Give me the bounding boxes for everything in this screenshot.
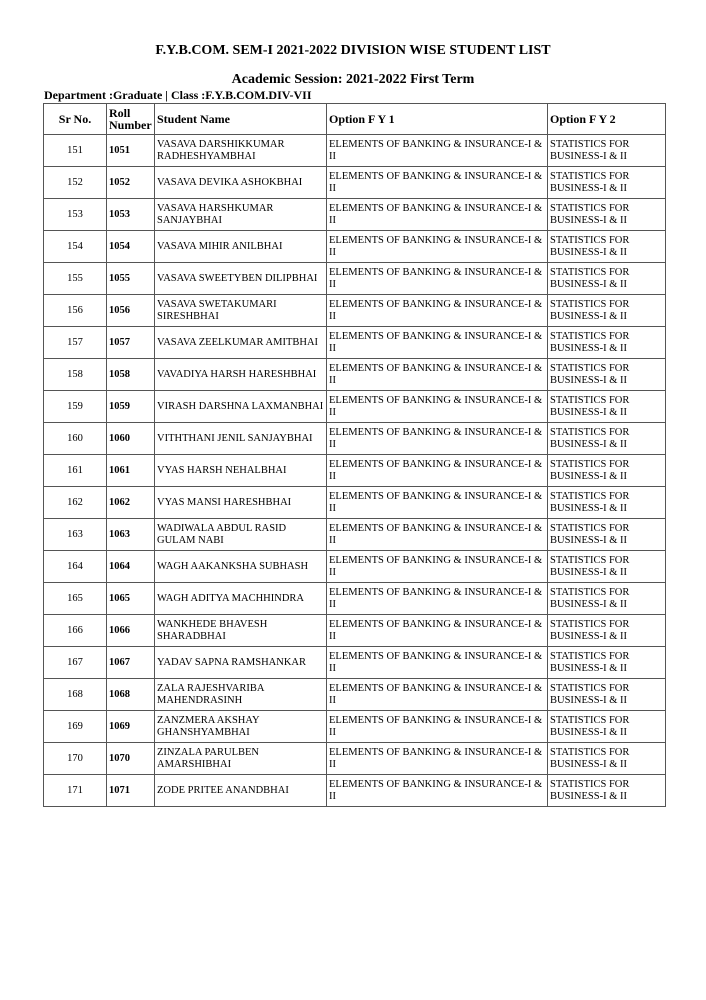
student-name-cell: WANKHEDE BHAVESH SHARADBHAI xyxy=(155,615,327,647)
student-name-cell: VAVADIYA HARSH HARESHBHAI xyxy=(155,359,327,391)
table-row xyxy=(44,295,666,327)
sr-no-cell: 165 xyxy=(44,583,107,615)
option-fy2-cell: STATISTICS FOR BUSINESS-I & II xyxy=(548,359,666,391)
student-name-cell: ZALA RAJESHVARIBA MAHENDRASINH xyxy=(155,679,327,711)
option-fy2-cell: STATISTICS FOR BUSINESS-I & II xyxy=(548,775,666,807)
option-fy2-cell: STATISTICS FOR BUSINESS-I & II xyxy=(548,295,666,327)
student-name-cell: VASAVA SWETAKUMARI SIRESHBHAI xyxy=(155,295,327,327)
option-fy1-cell: ELEMENTS OF BANKING & INSURANCE-I & II xyxy=(327,391,548,423)
sr-no-cell: 155 xyxy=(44,263,107,295)
student-name-cell: VASAVA MIHIR ANILBHAI xyxy=(155,231,327,263)
option-fy2-cell: STATISTICS FOR BUSINESS-I & II xyxy=(548,423,666,455)
roll-number-cell: 1068 xyxy=(107,679,155,711)
option-fy1-cell: ELEMENTS OF BANKING & INSURANCE-I & II xyxy=(327,423,548,455)
option-fy1-cell: ELEMENTS OF BANKING & INSURANCE-I & II xyxy=(327,711,548,743)
roll-number-cell: 1051 xyxy=(107,135,155,167)
column-header-sr-no: Sr No. xyxy=(44,104,107,135)
table-row xyxy=(44,583,666,615)
option-fy2-cell: STATISTICS FOR BUSINESS-I & II xyxy=(548,711,666,743)
roll-number-cell: 1069 xyxy=(107,711,155,743)
student-name-cell: ZINZALA PARULBEN AMARSHIBHAI xyxy=(155,743,327,775)
roll-number-cell: 1058 xyxy=(107,359,155,391)
table-row xyxy=(44,423,666,455)
option-fy1-cell: ELEMENTS OF BANKING & INSURANCE-I & II xyxy=(327,551,548,583)
option-fy1-cell: ELEMENTS OF BANKING & INSURANCE-I & II xyxy=(327,167,548,199)
roll-number-cell: 1067 xyxy=(107,647,155,679)
roll-number-cell: 1055 xyxy=(107,263,155,295)
table-header-row xyxy=(44,104,666,135)
roll-number-cell: 1053 xyxy=(107,199,155,231)
student-name-cell: VASAVA DEVIKA ASHOKBHAI xyxy=(155,167,327,199)
option-fy1-cell: ELEMENTS OF BANKING & INSURANCE-I & II xyxy=(327,519,548,551)
roll-number-cell: 1062 xyxy=(107,487,155,519)
student-name-cell: ZANZMERA AKSHAY GHANSHYAMBHAI xyxy=(155,711,327,743)
student-name-cell: VASAVA ZEELKUMAR AMITBHAI xyxy=(155,327,327,359)
roll-number-cell: 1059 xyxy=(107,391,155,423)
table-row xyxy=(44,327,666,359)
table-row xyxy=(44,487,666,519)
student-name-cell: WADIWALA ABDUL RASID GULAM NABI xyxy=(155,519,327,551)
table-row xyxy=(44,647,666,679)
column-header-option-fy1: Option F Y 1 xyxy=(327,104,548,135)
table-body xyxy=(44,135,666,807)
table-row xyxy=(44,231,666,263)
roll-number-cell: 1056 xyxy=(107,295,155,327)
sr-no-cell: 169 xyxy=(44,711,107,743)
roll-number-cell: 1054 xyxy=(107,231,155,263)
student-name-cell: VYAS MANSI HARESHBHAI xyxy=(155,487,327,519)
table-row xyxy=(44,679,666,711)
sr-no-cell: 153 xyxy=(44,199,107,231)
table-row xyxy=(44,359,666,391)
table-row xyxy=(44,775,666,807)
option-fy2-cell: STATISTICS FOR BUSINESS-I & II xyxy=(548,583,666,615)
roll-number-cell: 1061 xyxy=(107,455,155,487)
option-fy2-cell: STATISTICS FOR BUSINESS-I & II xyxy=(548,391,666,423)
option-fy2-cell: STATISTICS FOR BUSINESS-I & II xyxy=(548,487,666,519)
option-fy1-cell: ELEMENTS OF BANKING & INSURANCE-I & II xyxy=(327,775,548,807)
roll-number-cell: 1064 xyxy=(107,551,155,583)
session-heading: Academic Session: 2021-2022 First Term xyxy=(231,72,475,87)
sr-no-cell: 171 xyxy=(44,775,107,807)
sr-no-cell: 170 xyxy=(44,743,107,775)
roll-number-cell: 1066 xyxy=(107,615,155,647)
option-fy2-cell: STATISTICS FOR BUSINESS-I & II xyxy=(548,551,666,583)
option-fy2-cell: STATISTICS FOR BUSINESS-I & II xyxy=(548,519,666,551)
student-name-cell: ZODE PRITEE ANANDBHAI xyxy=(155,775,327,807)
student-name-cell: VIRASH DARSHNA LAXMANBHAI xyxy=(155,391,327,423)
option-fy1-cell: ELEMENTS OF BANKING & INSURANCE-I & II xyxy=(327,455,548,487)
table-row xyxy=(44,551,666,583)
table-row xyxy=(44,519,666,551)
sr-no-cell: 152 xyxy=(44,167,107,199)
roll-number-cell: 1060 xyxy=(107,423,155,455)
sr-no-cell: 164 xyxy=(44,551,107,583)
table-row xyxy=(44,263,666,295)
option-fy1-cell: ELEMENTS OF BANKING & INSURANCE-I & II xyxy=(327,583,548,615)
student-name-cell: VASAVA HARSHKUMAR SANJAYBHAI xyxy=(155,199,327,231)
sr-no-cell: 163 xyxy=(44,519,107,551)
column-header-option-fy2: Option F Y 2 xyxy=(548,104,666,135)
column-header-student-name: Student Name xyxy=(155,104,327,135)
column-header-roll-number: Roll Number xyxy=(107,104,155,135)
sr-no-cell: 160 xyxy=(44,423,107,455)
option-fy1-cell: ELEMENTS OF BANKING & INSURANCE-I & II xyxy=(327,615,548,647)
roll-number-cell: 1052 xyxy=(107,167,155,199)
student-list-table xyxy=(43,103,666,807)
table-row xyxy=(44,199,666,231)
option-fy1-cell: ELEMENTS OF BANKING & INSURANCE-I & II xyxy=(327,199,548,231)
option-fy2-cell: STATISTICS FOR BUSINESS-I & II xyxy=(548,167,666,199)
option-fy2-cell: STATISTICS FOR BUSINESS-I & II xyxy=(548,231,666,263)
option-fy2-cell: STATISTICS FOR BUSINESS-I & II xyxy=(548,455,666,487)
sr-no-cell: 151 xyxy=(44,135,107,167)
sr-no-cell: 158 xyxy=(44,359,107,391)
roll-number-cell: 1063 xyxy=(107,519,155,551)
roll-number-cell: 1057 xyxy=(107,327,155,359)
table-row xyxy=(44,391,666,423)
student-name-cell: WAGH ADITYA MACHHINDRA xyxy=(155,583,327,615)
option-fy2-cell: STATISTICS FOR BUSINESS-I & II xyxy=(548,647,666,679)
option-fy2-cell: STATISTICS FOR BUSINESS-I & II xyxy=(548,615,666,647)
sr-no-cell: 157 xyxy=(44,327,107,359)
sr-no-cell: 161 xyxy=(44,455,107,487)
table-row xyxy=(44,711,666,743)
option-fy2-cell: STATISTICS FOR BUSINESS-I & II xyxy=(548,679,666,711)
student-name-cell: WAGH AAKANKSHA SUBHASH xyxy=(155,551,327,583)
table-row xyxy=(44,743,666,775)
option-fy1-cell: ELEMENTS OF BANKING & INSURANCE-I & II xyxy=(327,679,548,711)
student-name-cell: VITHTHANI JENIL SANJAYBHAI xyxy=(155,423,327,455)
option-fy1-cell: ELEMENTS OF BANKING & INSURANCE-I & II xyxy=(327,263,548,295)
option-fy2-cell: STATISTICS FOR BUSINESS-I & II xyxy=(548,135,666,167)
roll-number-cell: 1071 xyxy=(107,775,155,807)
table-row xyxy=(44,167,666,199)
table-row xyxy=(44,135,666,167)
sr-no-cell: 154 xyxy=(44,231,107,263)
sr-no-cell: 168 xyxy=(44,679,107,711)
sr-no-cell: 162 xyxy=(44,487,107,519)
option-fy1-cell: ELEMENTS OF BANKING & INSURANCE-I & II xyxy=(327,327,548,359)
sr-no-cell: 156 xyxy=(44,295,107,327)
option-fy1-cell: ELEMENTS OF BANKING & INSURANCE-I & II xyxy=(327,359,548,391)
page-title: F.Y.B.COM. SEM-I 2021-2022 DIVISION WISE STUDENT LIST xyxy=(155,43,551,58)
option-fy2-cell: STATISTICS FOR BUSINESS-I & II xyxy=(548,263,666,295)
student-name-cell: VASAVA DARSHIKKUMAR RADHESHYAMBHAI xyxy=(155,135,327,167)
option-fy1-cell: ELEMENTS OF BANKING & INSURANCE-I & II xyxy=(327,295,548,327)
option-fy1-cell: ELEMENTS OF BANKING & INSURANCE-I & II xyxy=(327,487,548,519)
option-fy1-cell: ELEMENTS OF BANKING & INSURANCE-I & II xyxy=(327,231,548,263)
table-row xyxy=(44,615,666,647)
option-fy2-cell: STATISTICS FOR BUSINESS-I & II xyxy=(548,743,666,775)
table-row xyxy=(44,455,666,487)
option-fy1-cell: ELEMENTS OF BANKING & INSURANCE-I & II xyxy=(327,743,548,775)
roll-number-cell: 1065 xyxy=(107,583,155,615)
department-class-line: Department :Graduate | Class :F.Y.B.COM.DIV-VII xyxy=(44,88,312,102)
student-name-cell: YADAV SAPNA RAMSHANKAR xyxy=(155,647,327,679)
student-name-cell: VASAVA SWEETYBEN DILIPBHAI xyxy=(155,263,327,295)
option-fy1-cell: ELEMENTS OF BANKING & INSURANCE-I & II xyxy=(327,135,548,167)
roll-number-cell: 1070 xyxy=(107,743,155,775)
option-fy2-cell: STATISTICS FOR BUSINESS-I & II xyxy=(548,199,666,231)
option-fy2-cell: STATISTICS FOR BUSINESS-I & II xyxy=(548,327,666,359)
sr-no-cell: 166 xyxy=(44,615,107,647)
sr-no-cell: 159 xyxy=(44,391,107,423)
sr-no-cell: 167 xyxy=(44,647,107,679)
option-fy1-cell: ELEMENTS OF BANKING & INSURANCE-I & II xyxy=(327,647,548,679)
student-name-cell: VYAS HARSH NEHALBHAI xyxy=(155,455,327,487)
